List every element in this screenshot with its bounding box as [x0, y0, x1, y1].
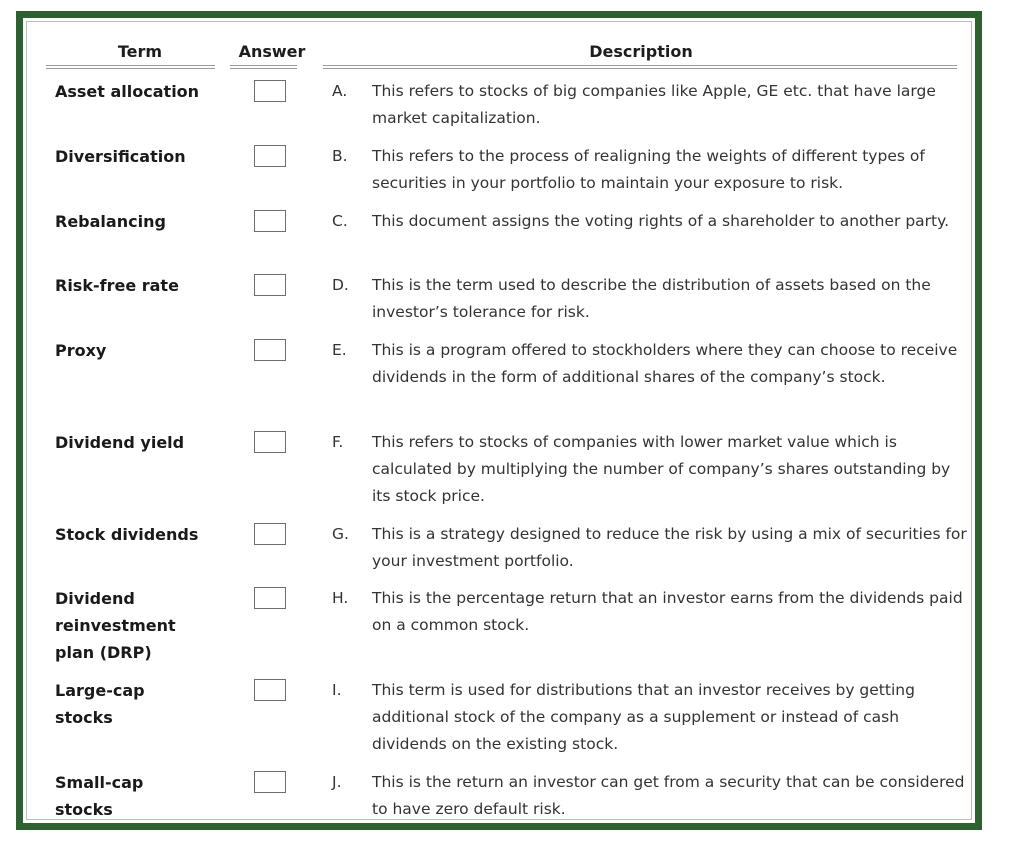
term-dividend-yield: Dividend yield [55, 433, 185, 452]
answer-column-header: Answer [238, 42, 306, 61]
description-letter: D. [332, 276, 349, 294]
term-column-header: Term [117, 42, 163, 61]
answer-input-diversification[interactable] [254, 145, 286, 167]
term-dividend-reinvestment-plan: Dividend reinvestment plan (DRP) [55, 589, 176, 662]
answer-input-dividend-yield[interactable] [254, 431, 286, 453]
description-text: This is the term used to describe the distribution of assets based on the investor’s tolerance for risk. [372, 276, 931, 321]
term-proxy: Proxy [55, 341, 107, 360]
answer-input-dividend-reinvestment-plan[interactable] [254, 587, 286, 609]
description-text: This refers to stocks of big companies like Apple, GE etc. that have large market capitalization. [372, 82, 936, 127]
matching-table-frame [16, 11, 982, 830]
description-letter: J. [332, 773, 342, 791]
term-small-cap-stocks: Small-cap stocks [55, 773, 144, 819]
description-column-header: Description [589, 42, 693, 61]
term-large-cap-stocks: Large-cap stocks [55, 681, 145, 727]
answer-input-small-cap-stocks[interactable] [254, 771, 286, 793]
term-rebalancing: Rebalancing [55, 212, 166, 231]
description-letter: B. [332, 147, 348, 165]
answer-input-proxy[interactable] [254, 339, 286, 361]
term-header-rule [46, 65, 215, 69]
answer-input-large-cap-stocks[interactable] [254, 679, 286, 701]
description-text: This is the percentage return that an investor earns from the dividends paid on a common stock. [372, 589, 963, 634]
answer-input-stock-dividends[interactable] [254, 523, 286, 545]
description-text: This refers to stocks of companies with lower market value which is calculated by multiplying the number of company’s shares outstanding by its stock price. [372, 433, 951, 505]
term-stock-dividends: Stock dividends [55, 525, 199, 544]
description-text: This term is used for distributions that an investor receives by getting additional stock of the company as a supplement or instead of cash dividends on the existing stock. [372, 681, 915, 753]
answer-header-rule [230, 65, 297, 69]
description-text: This is a strategy designed to reduce the risk by using a mix of securities for your investment portfolio. [372, 525, 967, 570]
description-header-rule [323, 65, 957, 69]
description-letter: F. [332, 433, 344, 451]
description-letter: G. [332, 525, 349, 543]
description-letter: C. [332, 212, 348, 230]
term-diversification: Diversification [55, 147, 186, 166]
description-text: This is the return an investor can get from a security that can be considered to have zero default risk. [372, 773, 965, 818]
term-asset-allocation: Asset allocation [55, 82, 200, 101]
answer-input-asset-allocation[interactable] [254, 80, 286, 102]
answer-input-risk-free-rate[interactable] [254, 274, 286, 296]
description-letter: E. [332, 341, 347, 359]
description-text: This is a program offered to stockholders where they can choose to receive dividends in the form of additional shares of the company’s stock. [372, 341, 958, 386]
answer-input-rebalancing[interactable] [254, 210, 286, 232]
term-risk-free-rate: Risk-free rate [55, 276, 179, 295]
matching-table [26, 21, 972, 820]
description-text: This refers to the process of realigning the weights of different types of securities in your portfolio to maintain your exposure to risk. [372, 147, 925, 192]
description-letter: I. [332, 681, 342, 699]
description-letter: H. [332, 589, 349, 607]
description-text: This document assigns the voting rights of a shareholder to another party. [372, 212, 950, 230]
description-letter: A. [332, 82, 348, 100]
